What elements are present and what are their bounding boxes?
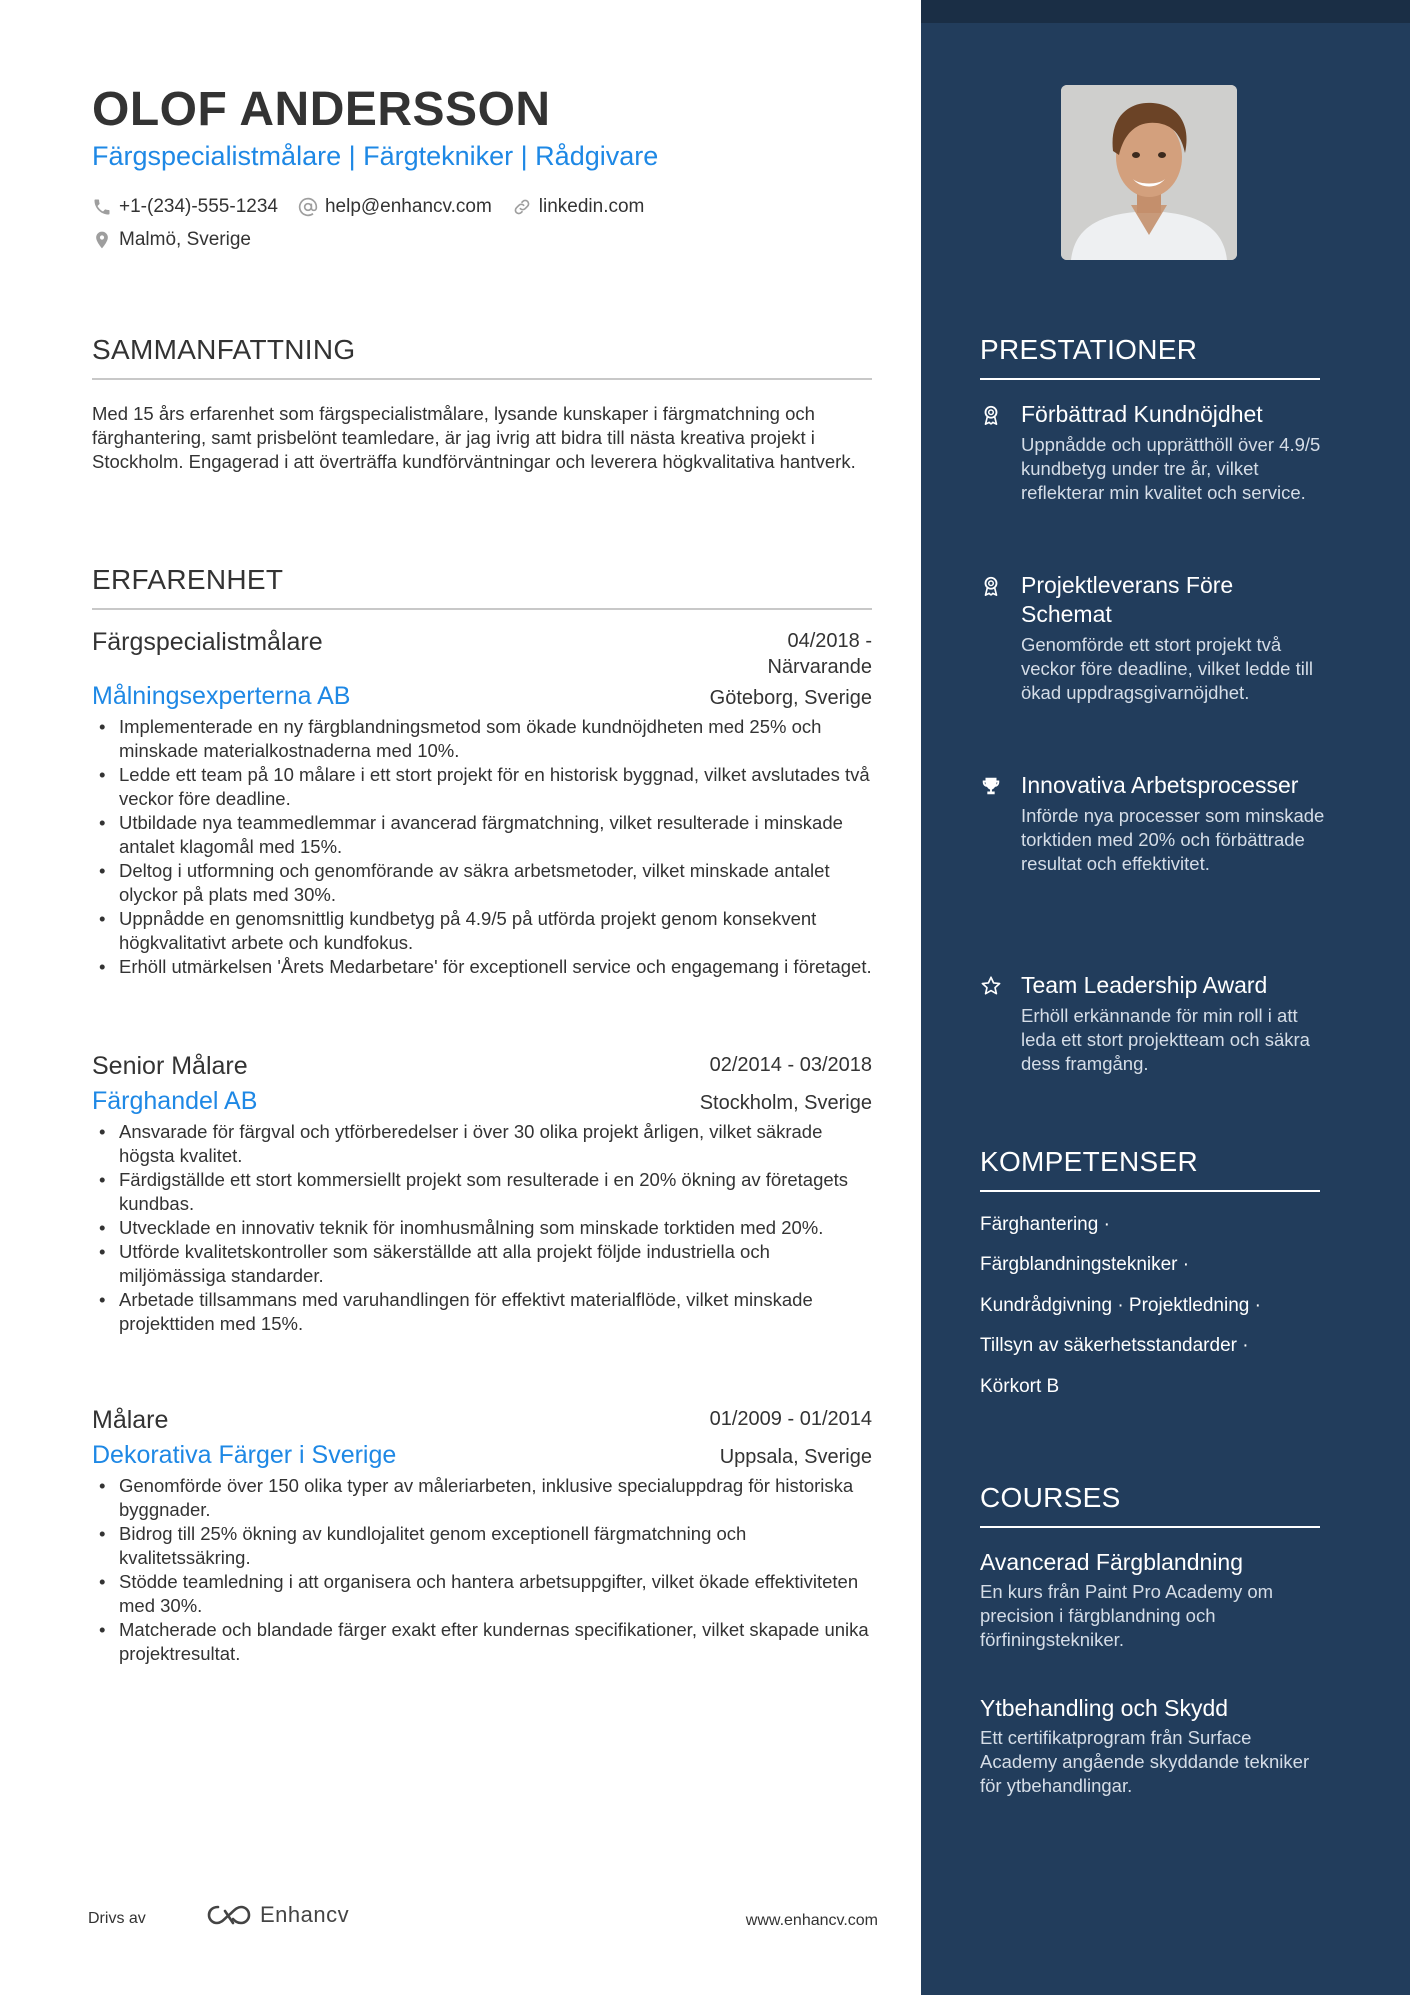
job-entry-2	[92, 1052, 872, 1336]
job-location: Uppsala, Sverige	[719, 1446, 872, 1468]
enhancv-brand-text: Enhancv	[260, 1902, 350, 1927]
bullet-item: • Utförde kvalitetskontroller som säkerställde att alla projekt följde industriella och miljömässiga standarder.	[92, 1240, 872, 1288]
skills-heading: KOMPETENSER	[980, 1146, 1320, 1192]
course-title: Ytbehandling och Skydd	[980, 1695, 1229, 1721]
bullet-item: • Matcherade och blandade färger exakt efter kundernas specifikationer, vilket skapade unika projektresultat.	[92, 1618, 872, 1666]
bullet-item: • Stödde teamledning i att organisera och hantera arbetsuppgifter, vilket ökade effektiviteten med 30%.	[92, 1570, 872, 1618]
job-title: Senior Målare	[92, 1052, 248, 1080]
course-item-1	[980, 1548, 1325, 1652]
job-entry-3	[92, 1406, 872, 1666]
powered-by-label: Drivs av	[88, 1910, 146, 1927]
contact-row-1	[92, 196, 664, 218]
contact-linkedin[interactable]	[512, 196, 645, 218]
job-bullets	[92, 1120, 872, 1336]
course-desc: Ett certifikatprogram från Surface Academy angående skyddande tekniker för ytbehandlingar.	[980, 1727, 1310, 1796]
job-date: 01/2009 - 01/2014	[709, 1408, 872, 1430]
course-item-2	[980, 1694, 1325, 1798]
company-name[interactable]: Dekorativa Färger i Sverige	[92, 1441, 397, 1469]
star-icon	[980, 975, 1002, 997]
candidate-headline: Färgspecialistmålare | Färgtekniker | Rådgivare	[92, 141, 659, 171]
trophy-icon	[980, 775, 1002, 797]
summary-text: Med 15 års erfarenhet som färgspecialistmålare, lysande kunskaper i färgmatchning och färghantering, samt prisbelönt teamledare, är jag ivrig att bidra till nästa kreativa projekt i Stockholm. Engagerad i att överträffa kundförväntningar och leverera högkvalitativa hantverk.	[92, 403, 856, 472]
achievement-title: Förbättrad Kundnöjdhet	[1021, 401, 1263, 427]
bullet-item: • Ansvarade för färgval och ytförberedelser i över 30 olika projekt årligen, vilket säkrade högsta kvalitet.	[92, 1120, 872, 1168]
skill-line-4: Tillsyn av säkerhetsstandarder ·	[980, 1335, 1249, 1356]
company-name[interactable]: Färghandel AB	[92, 1087, 258, 1115]
course-title: Avancerad Färgblandning	[980, 1549, 1243, 1575]
phone-text: +1-(234)-555-1234	[119, 196, 278, 217]
at-sign-icon	[298, 197, 318, 217]
bullet-item: • Erhöll utmärkelsen 'Årets Medarbetare' för exceptionell service och engagemang i företaget.	[92, 955, 872, 979]
achievement-desc: Erhöll erkännande för min roll i att leda ett stort projektteam och säkra dess framgång.	[1021, 1005, 1310, 1074]
job-title: Färgspecialistmålare	[92, 628, 323, 656]
job-bullets	[92, 1474, 872, 1666]
achievement-title: Team Leadership Award	[1021, 972, 1268, 998]
achievement-item-2	[980, 571, 1325, 705]
company-name[interactable]: Målningsexperterna AB	[92, 682, 351, 710]
footer	[88, 1900, 878, 1940]
bullet-item: • Implementerade en ny färgblandningsmetod som ökade kundnöjdheten med 25% och minskade materialkostnaderna med 10%.	[92, 715, 872, 763]
achievement-desc: Genomförde ett stort projekt två veckor före deadline, vilket ledde till ökad uppdragsgivarnöjdhet.	[1021, 634, 1314, 703]
sidebar	[921, 0, 1410, 1995]
bullet-item: • Färdigställde ett stort kommersiellt projekt som resulterade i en 20% ökning av företagets kundbas.	[92, 1168, 872, 1216]
job-location: Göteborg, Sverige	[709, 687, 872, 709]
achievements-heading: PRESTATIONER	[980, 334, 1320, 380]
achievement-title: Innovativa Arbetsprocesser	[1021, 772, 1299, 798]
experience-heading: ERFARENHET	[92, 564, 872, 610]
location-text: Malmö, Sverige	[119, 229, 251, 250]
skill-line-5: Körkort B	[980, 1376, 1060, 1397]
bullet-item: • Deltog i utformning och genomförande av säkra arbetsmetoder, vilket minskade antalet olyckor på plats med 30%.	[92, 859, 872, 907]
skill-line-2: Färgblandningstekniker ·	[980, 1254, 1190, 1275]
bullet-item: • Utvecklade en innovativ teknik för inomhusmålning som minskade torktiden med 20%.	[92, 1216, 872, 1240]
sidebar-top-band	[921, 0, 1410, 23]
course-desc: En kurs från Paint Pro Academy om precision i färgblandning och förfiningstekniker.	[980, 1581, 1274, 1650]
achievement-desc: Uppnådde och upprätthöll över 4.9/5 kundbetyg under tre år, vilket reflekterar min kvalitet och service.	[1021, 434, 1321, 503]
job-location: Stockholm, Sverige	[699, 1092, 872, 1114]
contact-email[interactable]	[298, 196, 492, 218]
achievement-title: Projektleverans Före Schemat	[1021, 572, 1234, 627]
website-link[interactable]: www.enhancv.com	[745, 1912, 878, 1929]
location-pin-icon	[92, 230, 112, 250]
phone-icon	[92, 197, 112, 217]
candidate-name: OLOF ANDERSSON	[92, 83, 551, 136]
achievement-desc: Införde nya processer som minskade torktiden med 20% och förbättrade resultat och effektivitet.	[1021, 805, 1325, 874]
bullet-item: • Arbetade tillsammans med varuhandlingen för effektivt materialflöde, vilket minskade projekttiden med 15%.	[92, 1288, 872, 1336]
skill-line-1: Färghantering ·	[980, 1214, 1110, 1235]
contact-row-2	[92, 229, 271, 251]
bullet-item: • Ledde ett team på 10 målare i ett stort projekt för en historisk byggnad, vilket avslutades två veckor före deadline.	[92, 763, 872, 811]
bullet-item: • Genomförde över 150 olika typer av måleriarbeten, inklusive specialuppdrag för historiska byggnader.	[92, 1474, 872, 1522]
summary-heading: SAMMANFATTNING	[92, 334, 872, 380]
job-entry-1	[92, 628, 872, 979]
bullet-item: • Uppnådde en genomsnittlig kundbetyg på 4.9/5 på utförda projekt genom konsekvent högkvalitativt arbete och kundfokus.	[92, 907, 872, 955]
achievement-item-1	[980, 400, 1325, 505]
email-text: help@enhancv.com	[324, 196, 492, 217]
award-ribbon-icon	[980, 575, 1002, 597]
bullet-item: • Bidrog till 25% ökning av kundlojalitet genom exceptionell färgmatchning och kvalitetssäkring.	[92, 1522, 872, 1570]
linkedin-text: linkedin.com	[538, 196, 645, 217]
job-bullets	[92, 715, 872, 979]
contact-phone[interactable]	[92, 196, 278, 218]
achievement-item-3	[980, 771, 1325, 876]
link-icon	[512, 197, 532, 217]
achievement-item-4	[980, 971, 1325, 1076]
job-date: 02/2014 - 03/2018	[709, 1054, 872, 1076]
job-title: Målare	[92, 1406, 169, 1434]
award-ribbon-icon	[980, 404, 1002, 426]
contact-location	[92, 229, 251, 251]
bullet-item: • Utbildade nya teammedlemmar i avancerad färgmatchning, vilket resulterade i minskade antalet klagomål med 15%.	[92, 811, 872, 859]
enhancv-logo[interactable]	[206, 1902, 349, 1928]
job-date: 04/2018 - Närvarande	[767, 630, 872, 678]
courses-heading: COURSES	[980, 1482, 1320, 1528]
enhancv-logo-icon	[206, 1902, 252, 1928]
profile-photo	[1061, 85, 1237, 260]
skill-line-3: Kundrådgivning · Projektledning ·	[980, 1295, 1261, 1316]
